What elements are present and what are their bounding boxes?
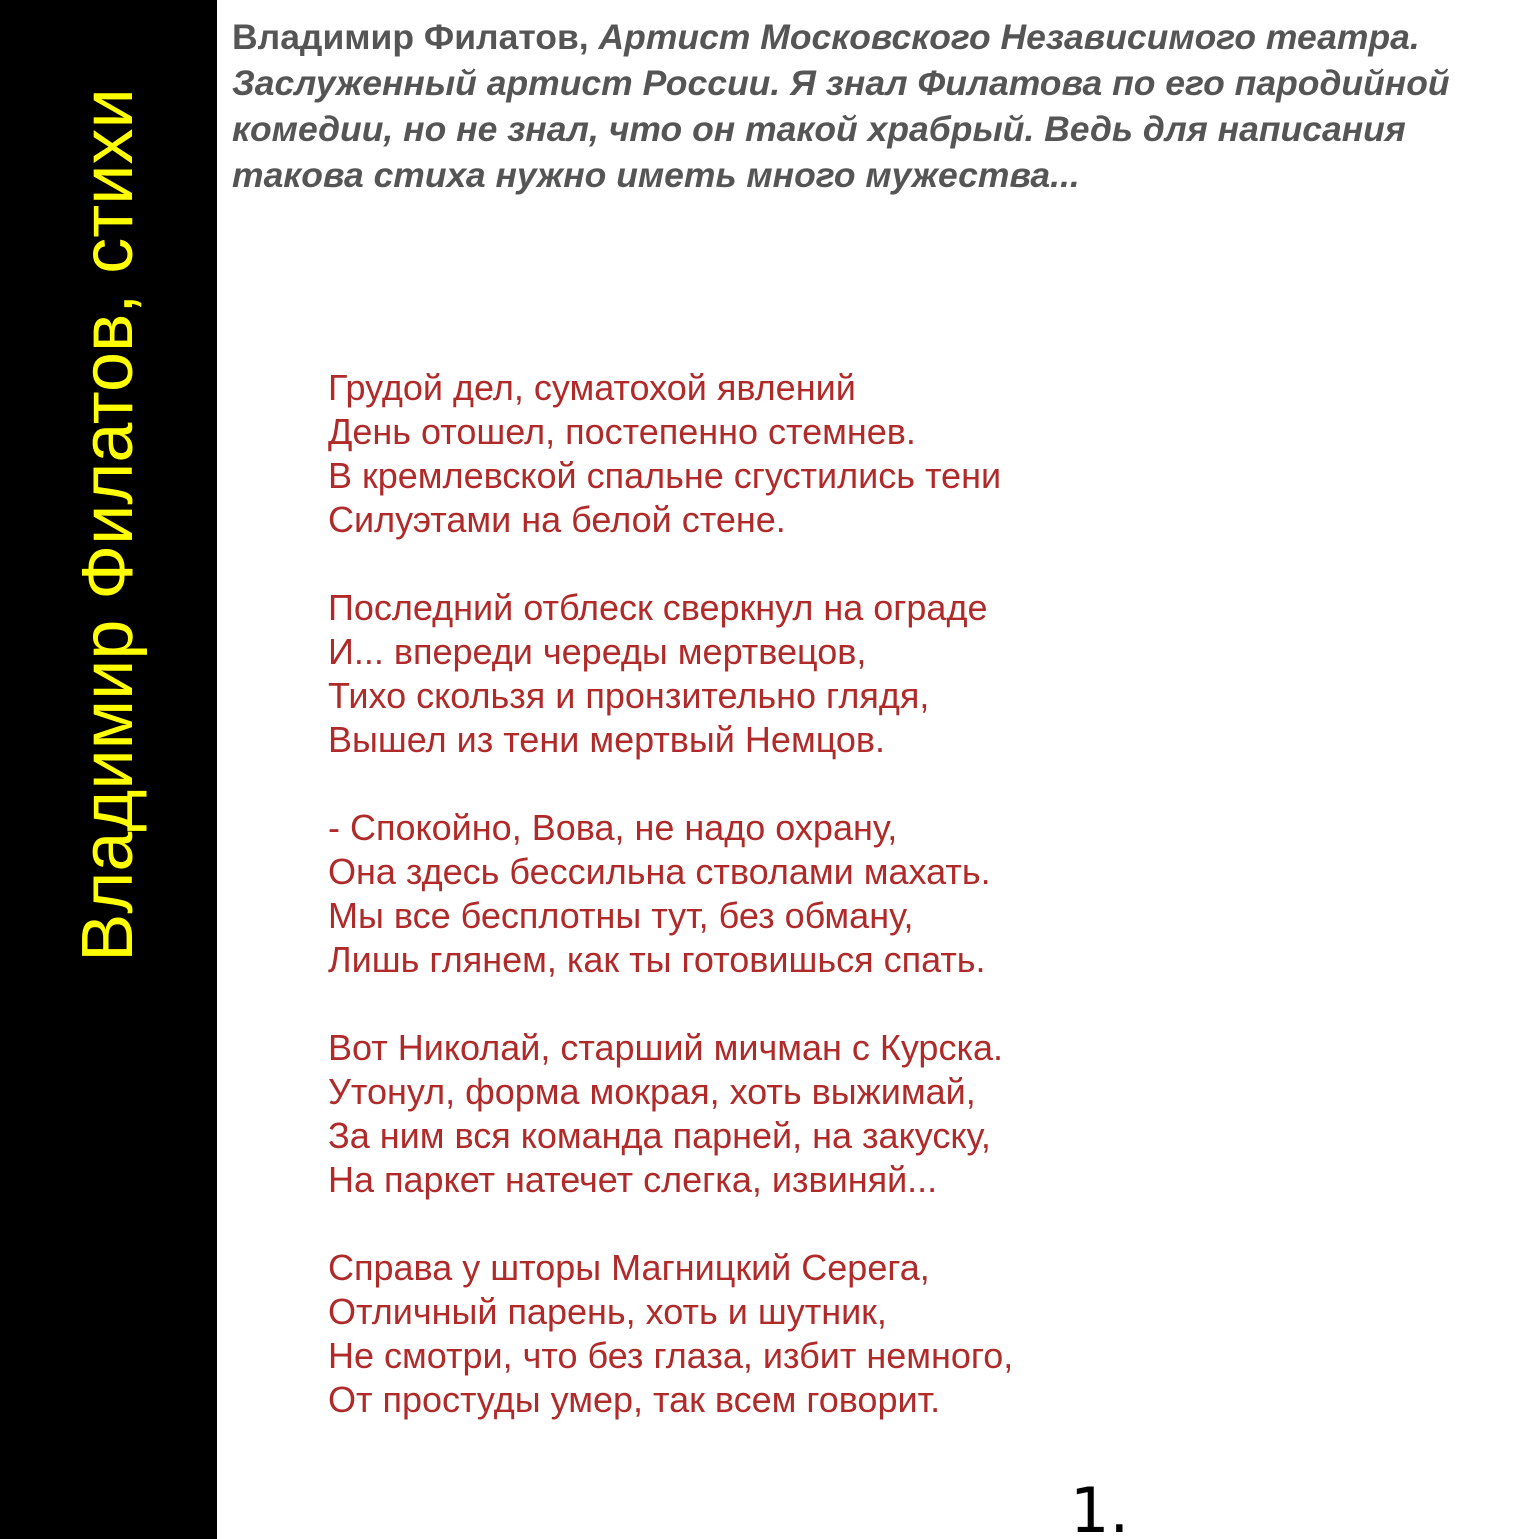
poem — [328, 366, 1228, 1466]
poem-line: Силуэтами на белой стене. — [328, 499, 786, 540]
poem-stanza — [328, 366, 1228, 542]
poem-stanza — [328, 1026, 1228, 1202]
intro-text: Артист Московского Независимого театра. Заслуженный артист России. Я знал Филатова по его пародийной комедии, но не знал, что он такой храбрый. Ведь для написания такова стиха нужно иметь много мужества... — [232, 17, 1450, 195]
sidebar — [0, 0, 217, 1539]
poem-line: Тихо скользя и пронзительно глядя, — [328, 675, 930, 716]
poem-line: Грудой дел, суматохой явлений — [328, 367, 856, 408]
poem-line: День отошел, постепенно стемнев. — [328, 411, 916, 452]
poem-line: Утонул, форма мокрая, хоть выжимай, — [328, 1071, 976, 1112]
sidebar-title: Владимир Филатов, стихи — [68, 88, 148, 962]
poem-line: На паркет натечет слегка, извиняй... — [328, 1159, 938, 1200]
poem-line: Справа у шторы Магницкий Серега, — [328, 1247, 930, 1288]
intro-author: Владимир Филатов, — [232, 17, 589, 57]
poem-line: Отличный парень, хоть и шутник, — [328, 1291, 887, 1332]
poem-line: От простуды умер, так всем говорит. — [328, 1379, 941, 1420]
poem-line: И... впереди череды мертвецов, — [328, 631, 867, 672]
poem-stanza — [328, 806, 1228, 982]
poem-line: - Спокойно, Вова, не надо охрану, — [328, 807, 898, 848]
page-number: 1. — [1070, 1474, 1130, 1539]
poem-line: Последний отблеск сверкнул на ограде — [328, 587, 988, 628]
poem-line: Не смотри, что без глаза, избит немного, — [328, 1335, 1014, 1376]
poem-line: Лишь глянем, как ты готовишься спать. — [328, 939, 986, 980]
poem-line: Мы все бесплотны тут, без обману, — [328, 895, 914, 936]
poem-line: Вот Николай, старший мичман с Курска. — [328, 1027, 1004, 1068]
poem-line: Она здесь бессильна стволами махать. — [328, 851, 991, 892]
poem-line: Вышел из тени мертвый Немцов. — [328, 719, 886, 760]
poem-line: В кремлевской спальне сгустились тени — [328, 455, 1002, 496]
poem-line: За ним вся команда парней, на закуску, — [328, 1115, 991, 1156]
intro-paragraph — [232, 14, 1462, 198]
poem-stanza — [328, 1246, 1228, 1422]
poem-stanza — [328, 586, 1228, 762]
